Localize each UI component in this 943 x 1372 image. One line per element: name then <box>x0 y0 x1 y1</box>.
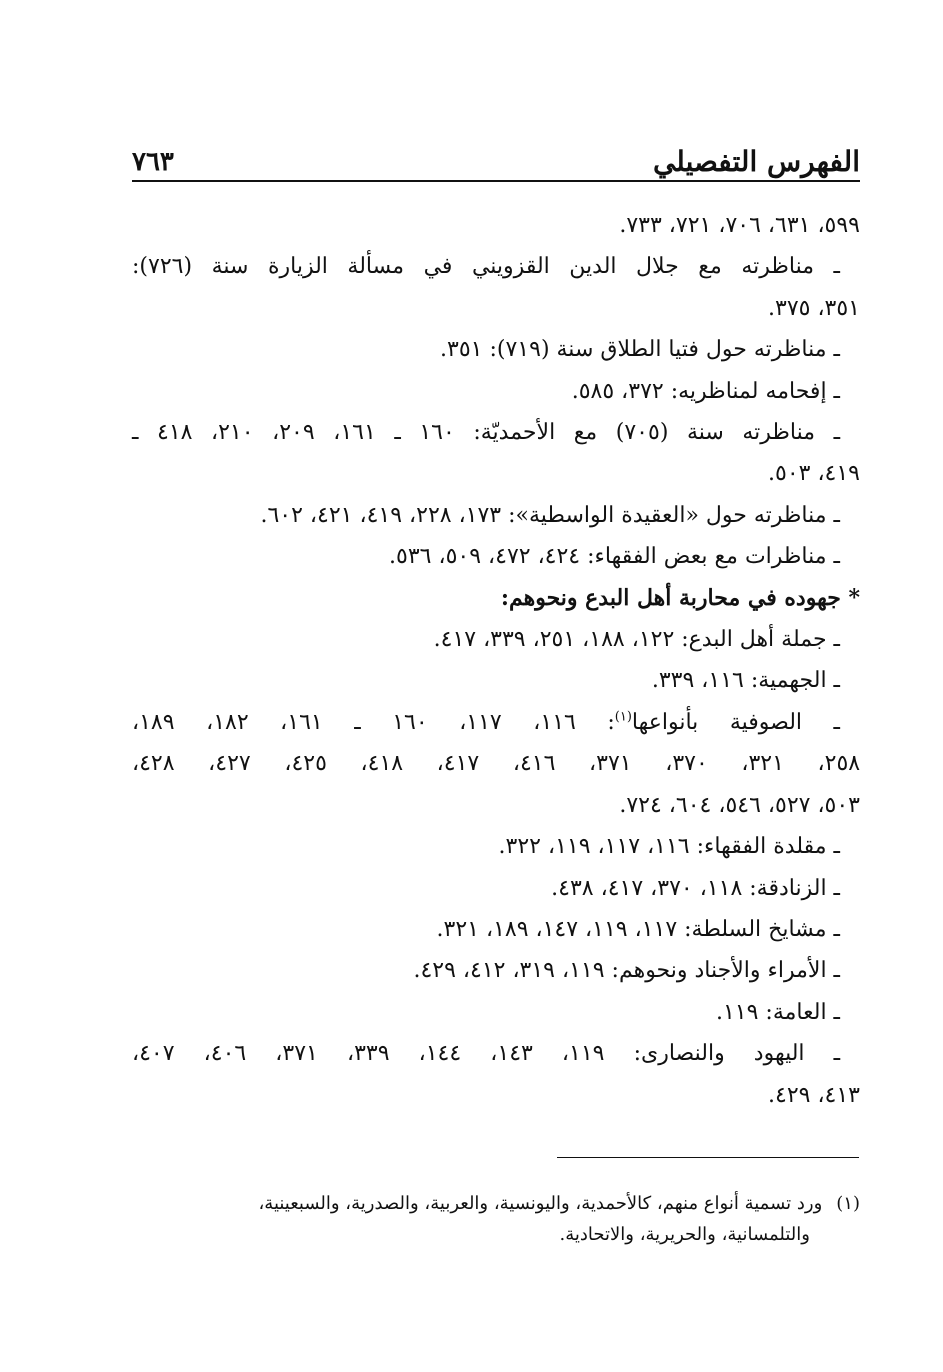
index-entry: ـ مشايخ السلطة: ١١٧، ١١٩، ١٤٧، ١٨٩، ٣٢١. <box>436 916 840 942</box>
entry-label: ـ الصوفية بأنواعها <box>631 709 841 735</box>
footnote-line <box>132 1188 860 1219</box>
index-entry <box>132 702 860 743</box>
index-entry: ـ اليهود والنصارى: ١١٩، ١٤٣، ١٤٤، ٣٣٩، ٣٧١، ٤٠٦، ٤٠٧، <box>132 1041 841 1067</box>
index-line: ٥٩٩، ٦٣١، ٧٠٦، ٧٢١، ٧٣٣. <box>619 213 860 238</box>
index-entry: ـ الزنادقة: ١١٨، ٣٧٠، ٤١٧، ٤٣٨. <box>551 875 840 901</box>
index-line: ٥٠٣، ٥٢٧، ٥٤٦، ٦٠٤، ٧٢٤. <box>619 792 860 818</box>
index-entry: ـ الأمراء والأجناد ونحوهم: ١١٩، ٣١٩، ٤١٢، ٤٢٩. <box>413 958 840 984</box>
index-entry: ـ مناظرته مع جلال الدين القزويني في مسألة الزيارة سنة (٧٢٦): <box>132 254 840 280</box>
index-entry: ـ العامة: ١١٩. <box>715 999 840 1025</box>
index-body <box>132 205 860 1116</box>
footnote-text: ورد تسمية أنواع منهم، كالأحمدية، واليونسية، والعربية، والصدرية، والسبعينية، <box>258 1193 823 1214</box>
section-heading: * جهوده في محاربة أهل البدع ونحوهم: <box>500 584 860 611</box>
footnote-marker: (١) <box>614 709 632 725</box>
footnote <box>132 1188 860 1250</box>
index-line: ٤١٣، ٤٢٩. <box>768 1082 860 1108</box>
index-entry: ـ مناظرات مع بعض الفقهاء: ٤٢٤، ٤٧٢، ٥٠٩، ٥٣٦. <box>389 544 840 570</box>
footnote-line: والتلمسانية، والحريرية، والاتحادية. <box>559 1224 810 1245</box>
index-entry: ـ إفحامه لمناظريه: ٣٧٢، ٥٨٥. <box>571 378 840 404</box>
index-line: ٢٥٨، ٣٢١، ٣٧٠، ٣٧١، ٤١٦، ٤١٧، ٤١٨، ٤٢٥، ٤٢٧، ٤٢٨، <box>132 751 861 777</box>
running-title: الفهرس التفصيلي <box>652 145 860 178</box>
index-entry: ـ الجهمية: ١١٦، ٣٣٩. <box>651 668 840 694</box>
entry-pages: : ١١٦، ١١٧، ١٦٠ ـ ١٦١، ١٨٢، ١٨٩، <box>132 709 615 735</box>
index-line: ٣٥١، ٣٧٥. <box>768 295 860 321</box>
footnote-number: (١) <box>836 1193 860 1214</box>
footnote-separator <box>557 1157 859 1158</box>
page-header <box>132 140 860 182</box>
index-entry: ـ مناظرته سنة (٧٠٥) مع الأحمديّة: ١٦٠ ـ ١٦١، ٢٠٩، ٢١٠، ٤١٨ ـ <box>132 420 841 446</box>
index-entry: ـ مناظرته حول فتيا الطلاق سنة (٧١٩): ٣٥١. <box>440 337 840 363</box>
index-line: ٤١٩، ٥٠٣. <box>768 461 860 487</box>
index-entry: ـ مناظرته حول «العقيدة الواسطية»: ١٧٣، ٢٢٨، ٤١٩، ٤٢١، ٦٠٢. <box>260 502 840 528</box>
index-entry: ـ جملة أهل البدع: ١٢٢، ١٨٨، ٢٥١، ٣٣٩، ٤١٧. <box>433 627 840 653</box>
page-number: ٧٦٣ <box>132 147 174 177</box>
index-entry: ـ مقلدة الفقهاء: ١١٦، ١١٧، ١١٩، ٣٢٢. <box>498 834 840 860</box>
